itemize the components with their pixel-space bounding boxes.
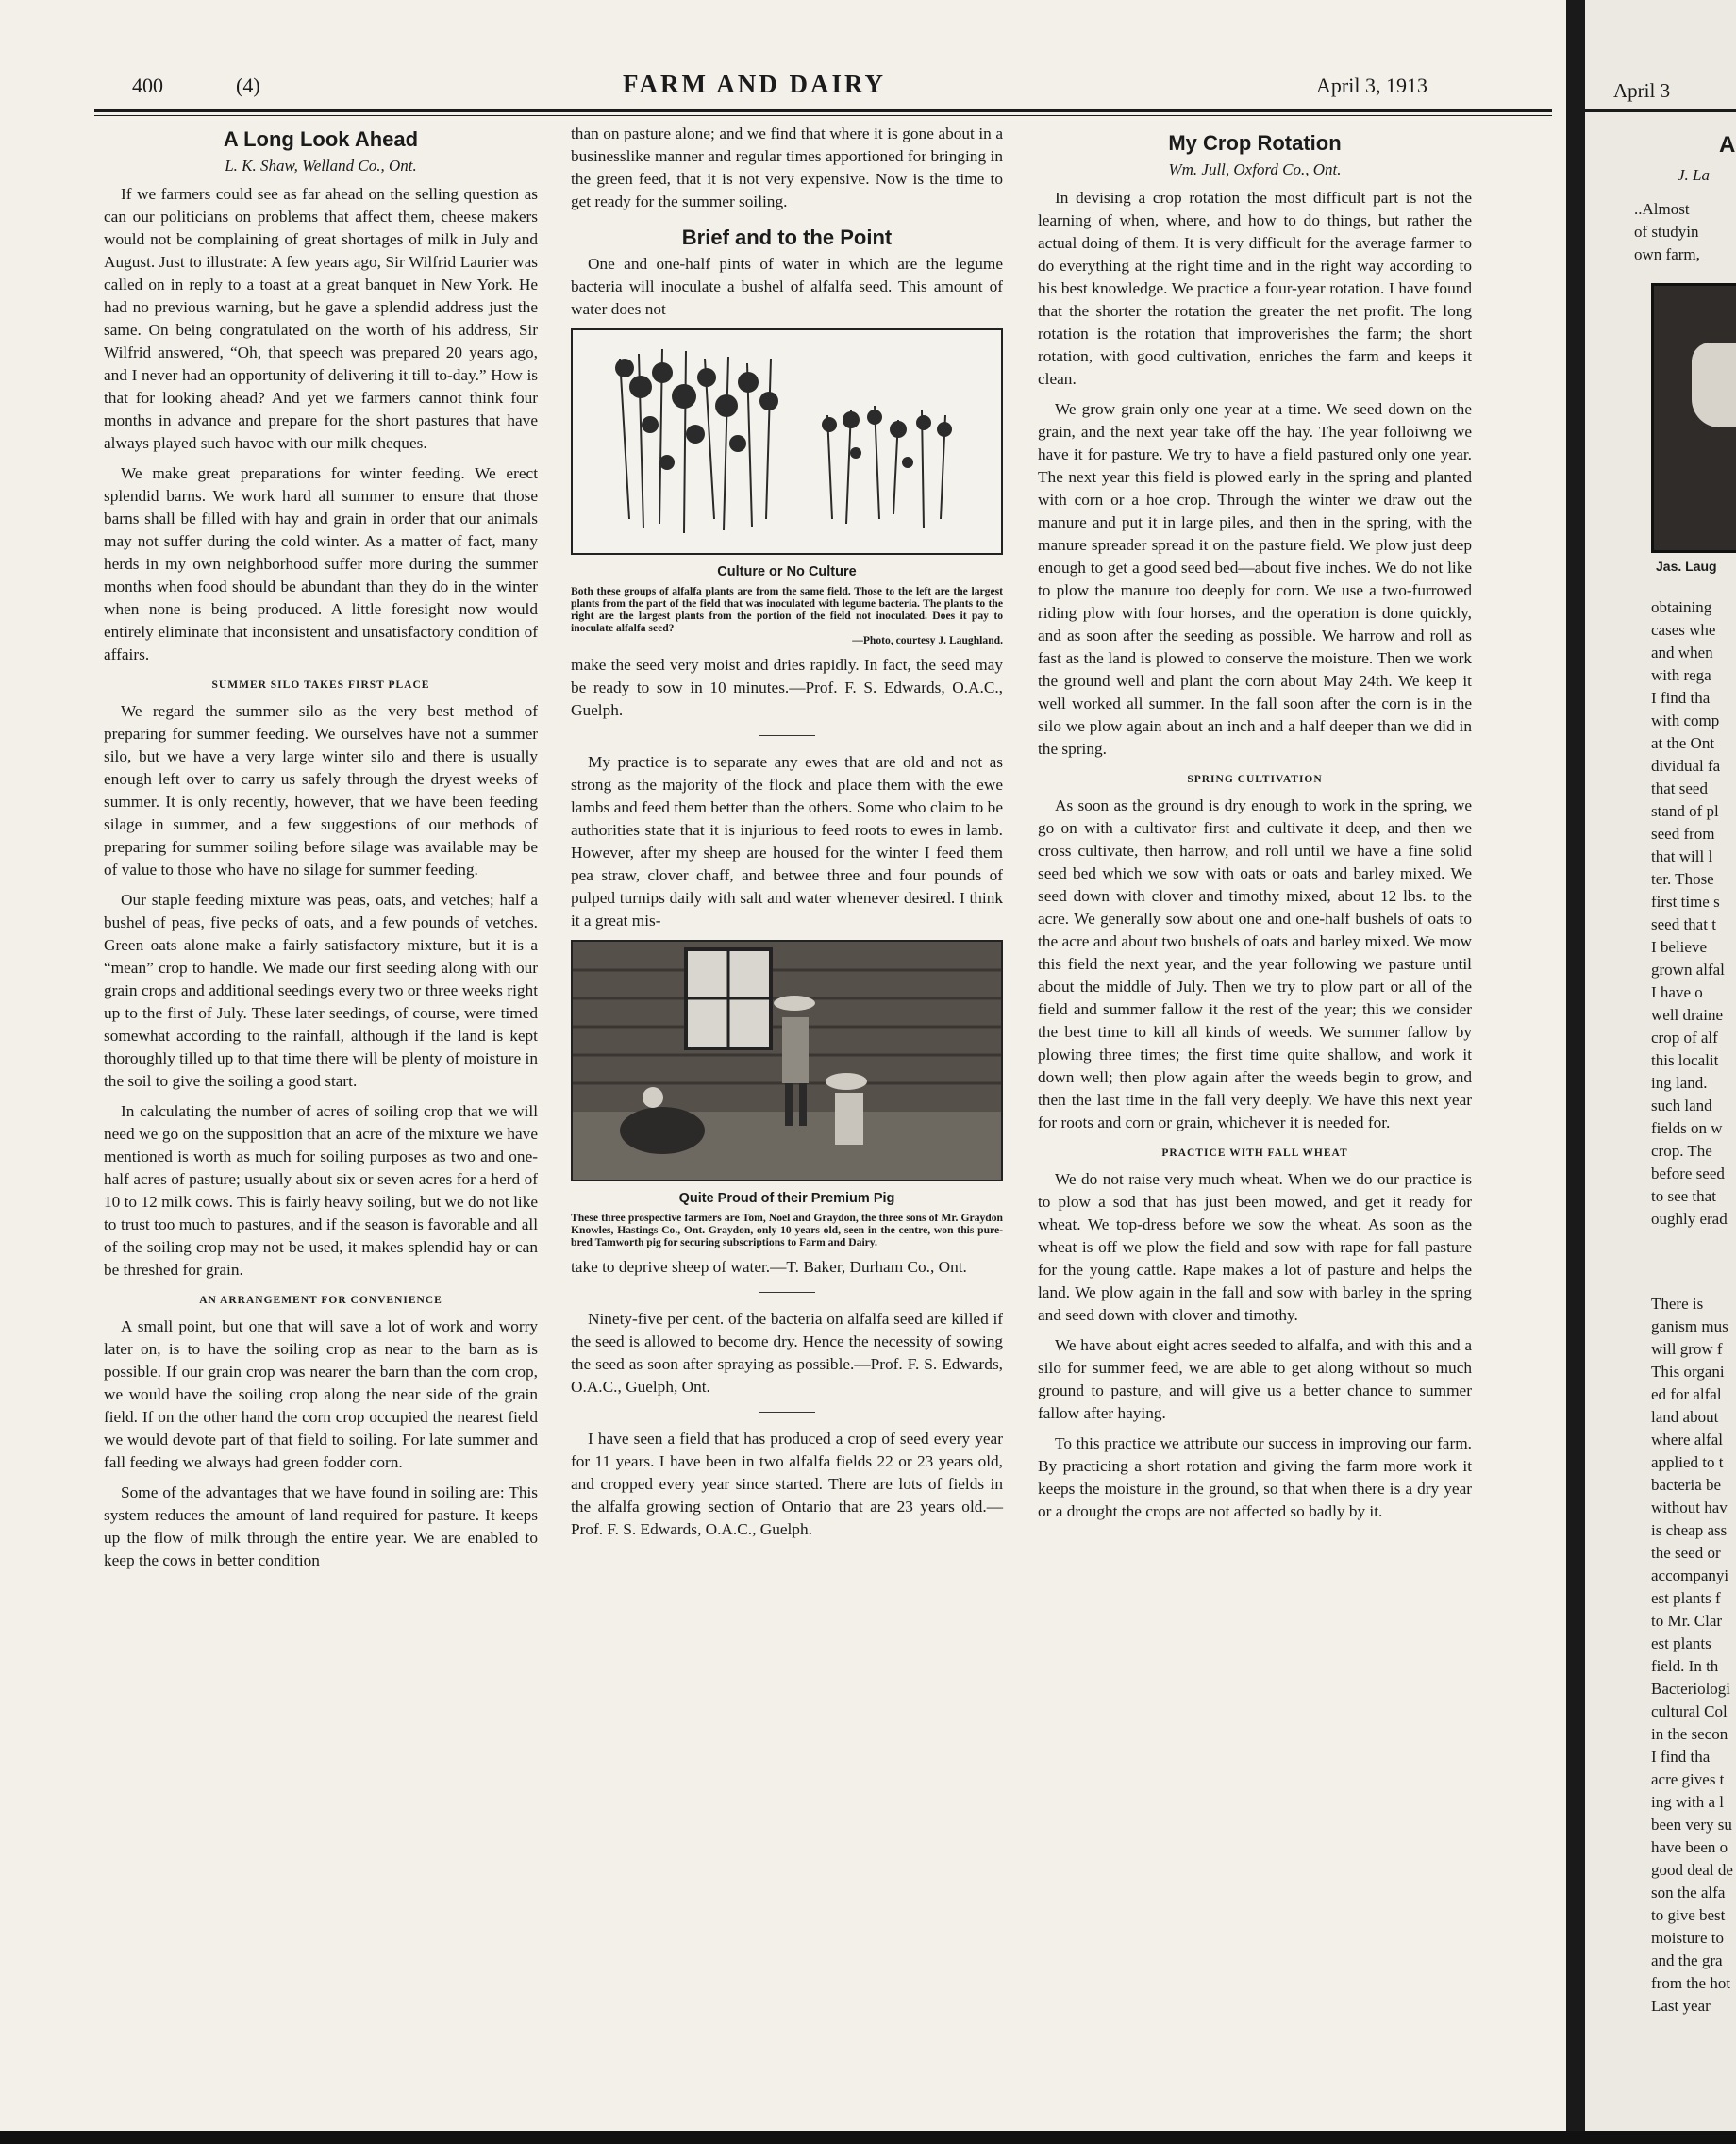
facing-text-line: that seed — [1651, 779, 1708, 797]
subheading: SPRING CULTIVATION — [1187, 774, 1323, 785]
masthead-title: FARM AND DAIRY — [623, 70, 887, 98]
paragraph: I have seen a field that has produced a crop of seed every year for 11 years. I have been in two alfalfa fields 22 or 23 years old, and cropped every year since started. There are lots of fields in the alfalfa growing section of Ontario that are 23 years old.—Prof. F. S. Edwards, O.A.C., Guelph. — [571, 1430, 1003, 1538]
facing-text-line: ed for alfal — [1651, 1385, 1722, 1403]
facing-text-line: the seed or — [1651, 1544, 1721, 1562]
facing-text-line: that will l — [1651, 847, 1713, 865]
header-rule — [94, 109, 1552, 112]
paragraph: A small point, but one that will save a lot of work and worry later on, is to have the soiling crop as near to the barn as is possible. If our grain crop was nearer the barn than the corn crop, we would have the soiling crop along the near side of the grain field. If on the other hand the corn crop occupied the nearest field we would devote part of that field to soiling. For late summer and fall feeding we always had green fodder corn. — [104, 1317, 538, 1471]
article-byline: L. K. Shaw, Welland Co., Ont. — [225, 157, 417, 175]
facing-text-line: There is — [1651, 1295, 1704, 1313]
subheading: AN ARRANGEMENT FOR CONVENIENCE — [199, 1295, 442, 1306]
facing-text-line: seed from — [1651, 825, 1715, 843]
paragraph: As soon as the ground is dry enough to work in the spring, we go on with a cultivator first and cultivate it deep, and then we cross cultivate, then harrow, and roll until we have a fine solid seed bed which we sow with oats or oats and barley mixed. We seed down with clover and timothy mixed, about 12 lbs. to the acre. We generally sow about one and one-half bushels of oats to the acre and about two bushels of oats and barley mixed. We mow this field the next year, and the year following we pasture until about the middle of July. Then we try to plow part or all of the field and summer fallow it the rest of the year; this we consider the best time to kill all kinds of weeds. We summer fallow by plowing three times; the first time quite shallow, and work it down well; then plow again after the weeds begin to grow, and then the last time in the fall very deeply. We have this next year for roots and corn or grain, whichever it is needed for. — [1038, 796, 1472, 1131]
section-title: Brief and to the Point — [681, 226, 893, 249]
facing-text-line: crop. The — [1651, 1142, 1712, 1160]
facing-text-line: Bacteriologi — [1651, 1680, 1731, 1698]
facing-text-line: crop of alf — [1651, 1029, 1718, 1047]
boys-with-pig-photo — [571, 940, 1003, 1181]
facing-text-line: have been o — [1651, 1838, 1728, 1856]
facing-text-line: cases whe — [1651, 621, 1716, 639]
facing-text-line: with comp — [1651, 712, 1720, 729]
paragraph: One and one-half pints of water in which are the legume bacteria will inoculate a bushel of alfalfa seed. This amount of water does not — [571, 255, 1003, 318]
facing-text-line: I have o — [1651, 983, 1703, 1001]
subheading: SUMMER SILO TAKES FIRST PLACE — [211, 679, 430, 691]
facing-page — [1585, 0, 1736, 2144]
facing-text-line: This organi — [1651, 1363, 1725, 1381]
article-title: A Long Look Ahead — [223, 127, 419, 151]
facing-text-line: will grow f — [1651, 1340, 1723, 1358]
paragraph: We make great preparations for winter feeding. We erect splendid barns. We work hard all summer to ensure that those barns shall be filled with hay and grain in order that our animals may not suffer during the cold winter. As a matter of fact, many herds in my own neighborhood suffer more during the summer months when food should be abundant than they do in the winter when none is being produced. A little foresight now would entirely eliminate that inconsistent and unsatisfactory condition of affairs. — [104, 464, 538, 663]
paragraph: Our staple feeding mixture was peas, oats, and vetches; half a bushel of peas, five pecks of oats, and a few pounds of vetches. Green oats alone make a fairly satisfactory mixture, but it is a “mean” crop to handle. We made our first seeding along with our grain crops and additional seedings every two or three weeks right up to the first of July. These later seedings, of course, were timed somewhat according to the rainfall, although if the land is kept thoroughly tilled up to that time there will be plenty of moisture in the soil to give the soiling a good start. — [104, 891, 538, 1090]
portrait-photo — [1651, 283, 1736, 553]
facing-text-line: at the Ont — [1651, 734, 1715, 752]
photo-caption — [571, 585, 1003, 646]
paragraph: take to deprive sheep of water.—T. Baker, Durham Co., Ont. — [571, 1258, 967, 1276]
facing-text-line: Last year — [1651, 1997, 1711, 2015]
caption-text: Both these groups of alfalfa plants are from the same field. Those to the left are the largest plants from the part of the field that was inoculated with legume bacteria. The plants to the right are the largest plants from the portion of the field not inoculated. Does it pay to inoculate alfalfa seed? — [571, 585, 1003, 634]
facing-text-line: this localit — [1651, 1051, 1719, 1069]
boys-pig-image — [573, 942, 1001, 1180]
facing-text-middle — [1651, 596, 1728, 1231]
facing-text-line: seed that t — [1651, 915, 1716, 933]
facing-text-line: from the hot — [1651, 1974, 1731, 1992]
alfalfa-photo — [571, 328, 1003, 555]
facing-text-line: acre gives t — [1651, 1770, 1725, 1788]
paragraph: We have about eight acres seeded to alfalfa, and with this and a silo for summer feed, we are able to get along without so much ground to pasture, and will give us a better chance to summer fallow after haying. — [1038, 1336, 1472, 1422]
issue-date: April 3, 1913 — [1316, 74, 1427, 97]
facing-text-line: fields on w — [1651, 1119, 1723, 1137]
facing-text-line: obtaining — [1651, 598, 1712, 616]
facing-text-line: grown alfal — [1651, 961, 1725, 979]
article-byline: Wm. Jull, Oxford Co., Ont. — [1168, 160, 1342, 178]
paragraph: In devising a crop rotation the most difficult part is not the learning of when, where, and how to do things, but rather the actual doing of them. It is very difficult for the average farmer to do everything at the right time and in the right way according to his best knowledge. We practice a four-year rotation. I have found that the shorter the rotation the greater the net profit. The long rotation is the rotation that improverishes the farm; the short rotation, with good cultivation, enriches the farm and keeps it clean. — [1038, 189, 1472, 388]
facing-text-line: field. In th — [1651, 1657, 1719, 1675]
facing-text-line: where alfal — [1651, 1431, 1723, 1449]
facing-text-line: to Mr. Clar — [1651, 1612, 1723, 1630]
paragraph: Some of the advantages that we have found in soiling are: This system reduces the amount of land required for pasture. It keeps up the flow of milk through the entire year. We are enabled to keep the cows in better condition — [104, 1483, 538, 1569]
page-gutter — [1566, 0, 1585, 2144]
scan-bottom-edge — [0, 2131, 1736, 2144]
paragraph: Ninety-five per cent. of the bacteria on alfalfa seed are killed if the seed is allowed to become dry. Hence the necessity of sowing the seed as soon after spraying as possible.—Prof. F. S. Edwards, O.A.C., Guelph, Ont. — [571, 1310, 1003, 1396]
subheading: PRACTICE WITH FALL WHEAT — [1161, 1147, 1348, 1159]
facing-text-line: and the gra — [1651, 1951, 1723, 1969]
facing-text-line: and when — [1651, 644, 1713, 662]
facing-text-line: such land — [1651, 1097, 1712, 1114]
facing-text-line: stand of pl — [1651, 802, 1719, 820]
facing-page-date: April 3 — [1613, 79, 1671, 102]
facing-text-line: before seed — [1651, 1164, 1725, 1182]
facing-text-line: bacteria be — [1651, 1476, 1722, 1494]
facing-text-top — [1634, 198, 1700, 266]
facing-text-line: moisture to — [1651, 1929, 1724, 1947]
paragraph: We grow grain only one year at a time. We seed down on the grain, and the next year take off the hay. The year folloiwng we have it for pasture. We try to have a field pastured only one year. The next year this field is plowed early in the spring and planted with corn or a hoe crop. Through the winter we draw out the manure and put it in large piles, and then in the spring, with the manure spreader spread it on the pasture field. We plow just deep enough to get a good seed bed—about five inches. We do not like to plow the manure too deeply for corn. We use a two-furrowed riding plow with four horses, and the operation is done quickly, and as soon after the seeding as possible. We harrow and roll as fast as the land is plowed to conserve the moisture. Then we work the ground well and plant the corn about May 24th. We keep it well worked all summer. In the fall soon after the corn is in the silo we plow again about an inch and a half deeper than we did in the spring. — [1038, 400, 1472, 758]
facing-text-line: cultural Col — [1651, 1702, 1728, 1720]
facing-text-line: to give best — [1651, 1906, 1726, 1924]
facing-text-line: I find tha — [1651, 689, 1711, 707]
paragraph: In calculating the number of acres of soiling crop that we will need we go on the supposition that an acre of the mixture we have mentioned is worth as much for soiling purposes as two and one-half acres of pasture; usually about six or seven acres for a herd of 10 to 12 milk cows. This is fairly heavy soiling, but we do not like to trust too much to pastures, and if the season is favorable and all of the soiling crop may not be used, it makes splendid hay or can be threshed for grain. — [104, 1102, 538, 1279]
section-number: (4) — [236, 74, 260, 97]
header-rule-thin — [94, 115, 1552, 116]
facing-text-line: good deal de — [1651, 1861, 1733, 1879]
column-1 — [104, 123, 538, 1580]
facing-text-line: of studyin — [1634, 223, 1699, 241]
facing-text-line: I believe — [1651, 938, 1707, 956]
facing-byline-fragment: J. La — [1678, 166, 1710, 184]
portrait-face — [1692, 343, 1736, 427]
facing-text-line: been very su — [1651, 1816, 1732, 1834]
facing-text-line: I find tha — [1651, 1748, 1711, 1766]
facing-text-line: well draine — [1651, 1006, 1723, 1024]
facing-text-line: to see that — [1651, 1187, 1716, 1205]
facing-text-line: dividual fa — [1651, 757, 1721, 775]
facing-text-line: est plants f — [1651, 1589, 1721, 1607]
paragraph: We regard the summer silo as the very best method of preparing for summer feeding. We ourselves have not a summer silo, but we have a very large winter silo and there is usually enough left over to carry us safely through the dryest weeks of summer. It is only recently, however, that we have been feeding silage in summer, and a few suggestions of our methods of preparing for summer soiling before silage was available may be of value to those who have no silage for summer feeding. — [104, 702, 538, 879]
facing-text-line: ter. Those — [1651, 870, 1714, 888]
facing-header-rule — [1585, 109, 1736, 112]
paragraph: If we farmers could see as far ahead on the selling question as can our politicians on problems that affect them, cheese makers would not be complaining of great shortages of milk in July and August. Just to illustrate: A few years ago, Sir Wilfrid Laurier was called on in reply to a toast at a great banquet in New York. He had no previous warning, but he gave a splendid address just the same. On being congratulated on the worth of his address, Sir Wilfrid answered, “Oh, that speech was prepared 20 years ago, and I never had an opportunity of delivering it till to-day.” How is that for looking ahead? And yet we farmers cannot think four months in advance and prepare for the short pastures that have always played such havoc with our milk cheques. — [104, 185, 538, 452]
facing-text-line: land about — [1651, 1408, 1719, 1426]
facing-text-line: ganism mus — [1651, 1317, 1728, 1335]
photo-credit: —Photo, courtesy J. Laughland. — [852, 634, 1003, 646]
facing-text-line: est plants — [1651, 1634, 1711, 1652]
facing-text-line: without hav — [1651, 1499, 1728, 1516]
facing-text-line: oughly erad — [1651, 1210, 1728, 1228]
facing-text-line: with rega — [1651, 666, 1711, 684]
page-number: 400 — [132, 74, 163, 97]
facing-text-lower — [1651, 1293, 1733, 2018]
paragraph: My practice is to separate any ewes that are old and not as strong as the majority of the flock and place them with the ewe lambs and feed them better than the others. Some who claim to be authorities state that it is injurious to feed roots to ewes in lamb. However, after my sheep are housed for the winter I feed them pea straw, clover chaff, and betwee three and four pounds of pulped turnips daily with salt and water whenever desired. I think it a great mis- — [571, 753, 1003, 930]
column-3 — [1038, 126, 1472, 1531]
separator — [759, 735, 815, 736]
facing-text-line: applied to t — [1651, 1453, 1724, 1471]
facing-text-line: ing land. — [1651, 1074, 1708, 1092]
facing-text-line: accompanyi — [1651, 1566, 1729, 1584]
facing-text-line: own farm, — [1634, 245, 1700, 263]
facing-text-line: ..Almost — [1634, 200, 1690, 218]
paragraph: make the seed very moist and dries rapidly. In fact, the seed may be ready to sow in 10 minutes.—Prof. F. S. Edwards, O.A.C., Guelph. — [571, 656, 1003, 719]
photo-title: Culture or No Culture — [717, 564, 857, 579]
paragraph: To this practice we attribute our success in improving our farm. By practicing a short rotation and giving the farm more work it keeps the moisture in the ground, so that when there is a dry year or a drought the crops are not affected so badly by it. — [1038, 1434, 1472, 1520]
article-title: My Crop Rotation — [1168, 131, 1342, 155]
separator — [759, 1292, 815, 1293]
facing-text-line: first time s — [1651, 893, 1720, 911]
photo-caption: These three prospective farmers are Tom, Noel and Graydon, the three sons of Mr. Graydon Knowles, Hastings Co., Ont. Graydon, only 10 years old, seen in the centre, won this pure-bred Tamworth pig for securing subscriptions to Farm and Dairy. — [571, 1212, 1003, 1248]
paragraph: than on pasture alone; and we find that where it is gone about in a businesslike manner and regular times apportioned for bringing in the green feed, that it is not very expensive. Now is the time to get ready for the summer soiling. — [571, 125, 1003, 210]
paragraph: We do not raise very much wheat. When we do our practice is to plow a sod that has just been mowed, and get it ready for wheat. We top-dress before we sow the wheat. As soon as the wheat is off we plow the field and sow with rape for fall pasture for the young cattle. Rape makes a lot of pasture and helps the land. We plow again in the fall and sow with barley in the spring and seed down with clover and timothy. — [1038, 1170, 1472, 1324]
photo-title: Quite Proud of their Premium Pig — [678, 1191, 895, 1206]
alfalfa-plants-image — [573, 330, 1001, 553]
facing-text-line: is cheap ass — [1651, 1521, 1728, 1539]
facing-text-line: son the alfa — [1651, 1884, 1726, 1901]
column-2 — [571, 123, 1003, 1549]
separator — [759, 1412, 815, 1413]
facing-title-fragment: A — [1719, 132, 1736, 158]
portrait-caption: Jas. Laug — [1656, 559, 1717, 574]
facing-text-line: in the secon — [1651, 1725, 1728, 1743]
facing-text-line: ing with a l — [1651, 1793, 1724, 1811]
